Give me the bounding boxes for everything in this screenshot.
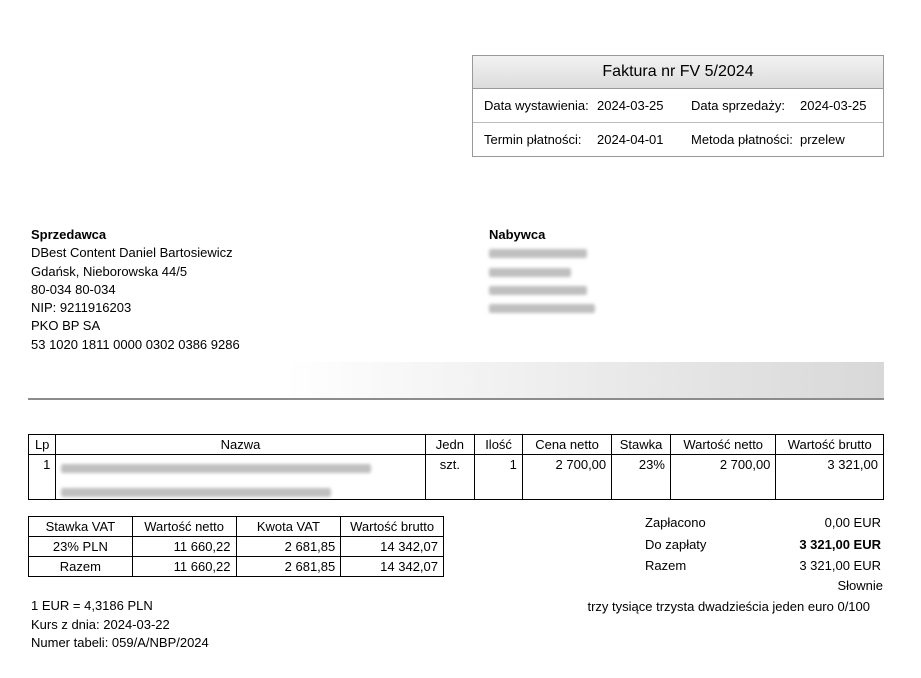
vat-table <box>28 516 444 577</box>
paid-label: Zapłacono <box>645 515 706 530</box>
vat-rate: 23% PLN <box>29 537 133 557</box>
section-divider <box>28 362 884 400</box>
issue-date: 2024-03-25 <box>597 98 664 113</box>
seller-address: Gdańsk, Nieborowska 44/5 <box>31 263 188 279</box>
vat-total-net: 11 660,22 <box>132 557 236 577</box>
summary-labels <box>645 512 706 577</box>
buyer-redacted-line <box>489 299 595 317</box>
seller-name: DBest Content Daniel Bartosiewicz <box>31 245 233 261</box>
payment-method-label: Metoda płatności: <box>691 132 793 147</box>
col-lp: Lp <box>29 435 56 455</box>
payment-row <box>473 122 883 156</box>
item-qty: 1 <box>475 455 523 500</box>
table-row <box>29 537 444 557</box>
item-unit: szt. <box>425 455 475 500</box>
table-row <box>29 455 884 500</box>
vat-col-gross: Wartość brutto <box>341 517 444 537</box>
issue-date-label: Data wystawienia: <box>484 98 589 113</box>
sale-date: 2024-03-25 <box>800 98 867 113</box>
amount-in-words: trzy tysiące trzysta dwadzieścia jeden euro 0/100 <box>587 599 870 614</box>
vat-col-net: Wartość netto <box>132 517 236 537</box>
col-name: Nazwa <box>56 435 425 455</box>
items-table <box>28 434 884 500</box>
vat-gross: 14 342,07 <box>341 537 444 557</box>
payment-method: przelew <box>800 132 845 147</box>
buyer-block <box>489 226 595 317</box>
due-value: 3 321,00 EUR <box>799 536 881 552</box>
due-date: 2024-04-01 <box>597 132 664 147</box>
seller-bank: PKO BP SA <box>31 318 101 334</box>
total-value: 3 321,00 EUR <box>799 558 881 573</box>
item-rate: 23% <box>612 455 671 500</box>
exchange-rate-date: Kurs z dnia: 2024-03-22 <box>31 616 170 632</box>
buyer-label: Nabywca <box>489 227 546 242</box>
item-name-redacted <box>56 455 425 500</box>
sale-date-label: Data sprzedaży: <box>691 98 785 113</box>
exchange-notes <box>31 597 209 653</box>
due-date-label: Termin płatności: <box>484 132 582 147</box>
item-net-value: 2 700,00 <box>670 455 775 500</box>
seller-nip: NIP: 9211916203 <box>31 300 132 316</box>
vat-col-amount: Kwota VAT <box>236 517 341 537</box>
dates-row <box>473 89 883 122</box>
vat-total-label: Razem <box>29 557 133 577</box>
words-label: Słownie <box>837 578 883 593</box>
buyer-redacted-line <box>489 244 595 262</box>
exchange-table-number: Numer tabeli: 059/A/NBP/2024 <box>31 635 209 651</box>
exchange-rate: 1 EUR = 4,3186 PLN <box>31 598 153 613</box>
col-net-price: Cena netto <box>522 435 611 455</box>
item-net-price: 2 700,00 <box>522 455 611 500</box>
col-qty: Ilość <box>475 435 523 455</box>
seller-account: 53 1020 1811 0000 0302 0386 9286 <box>31 336 240 352</box>
invoice-title: Faktura nr FV 5/2024 <box>473 56 883 89</box>
seller-block <box>31 226 240 354</box>
col-rate: Stawka <box>612 435 671 455</box>
summary-values <box>799 512 881 577</box>
due-label: Do zapłaty <box>645 536 707 552</box>
buyer-redacted-line <box>489 281 595 299</box>
seller-label: Sprzedawca <box>31 227 107 242</box>
vat-total-amount: 2 681,85 <box>236 557 341 577</box>
vat-header-row <box>29 517 444 537</box>
seller-postcode: 80-034 80-034 <box>31 281 116 297</box>
paid-value: 0,00 EUR <box>824 515 881 530</box>
item-gross-value: 3 321,00 <box>776 455 884 500</box>
col-net-value: Wartość netto <box>670 435 775 455</box>
items-header-row <box>29 435 884 455</box>
vat-total-gross: 14 342,07 <box>341 557 444 577</box>
table-row <box>29 557 444 577</box>
invoice-header <box>472 55 884 157</box>
total-label: Razem <box>645 558 687 573</box>
col-unit: Jedn <box>425 435 475 455</box>
col-gross-value: Wartość brutto <box>776 435 884 455</box>
vat-col-rate: Stawka VAT <box>29 517 133 537</box>
buyer-redacted-line <box>489 263 595 281</box>
vat-net: 11 660,22 <box>132 537 236 557</box>
item-lp: 1 <box>29 455 56 500</box>
vat-amount: 2 681,85 <box>236 537 341 557</box>
